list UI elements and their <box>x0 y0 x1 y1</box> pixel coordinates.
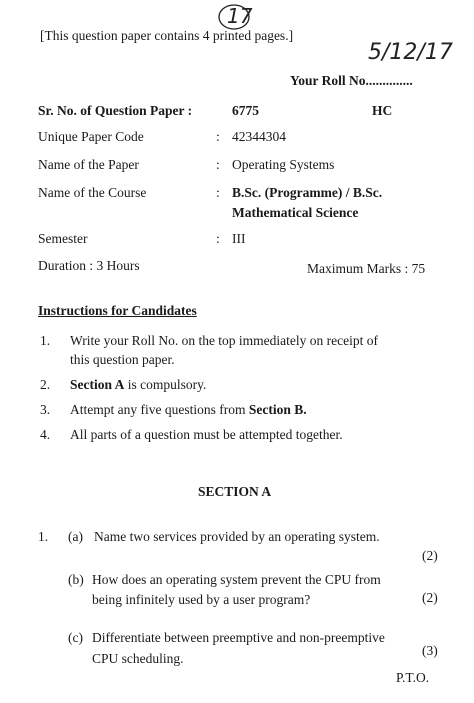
course-name-label: Name of the Course <box>38 185 147 200</box>
part-c-label: (c) <box>68 630 83 645</box>
instruction-4: All parts of a question must be attempted together. <box>70 427 343 442</box>
serial-number-code: HC <box>372 103 393 118</box>
course-name-value-line1: B.Sc. (Programme) / B.Sc. <box>232 185 383 200</box>
semester-separator: : <box>216 231 220 246</box>
paper-name-separator: : <box>216 157 220 172</box>
handwritten-circle <box>216 2 252 32</box>
instruction-3-bold: Section B. <box>248 402 307 417</box>
question-number: 1. <box>38 529 49 544</box>
part-c-marks: (3) <box>422 643 438 658</box>
instruction-2-bold: Section A <box>70 377 125 392</box>
instruction-2-rest: is compulsory. <box>124 377 207 392</box>
pages-note: [This question paper contains 4 printed pages.] <box>40 28 294 43</box>
page-turn-note: P.T.O. <box>396 670 430 685</box>
maximum-marks: Maximum Marks : 75 <box>307 261 426 276</box>
part-b-label: (b) <box>68 572 84 587</box>
duration: Duration : 3 Hours <box>38 258 140 273</box>
handwritten-date: 5/12/17 <box>368 40 453 65</box>
paper-code-separator: : <box>216 129 220 144</box>
part-b-text-line2: being infinitely used by a user program? <box>92 592 311 607</box>
instruction-number: 4. <box>40 427 51 442</box>
roll-number-label: Your Roll No.............. <box>290 73 413 88</box>
section-a-title: SECTION A <box>198 484 272 499</box>
course-name-separator: : <box>216 185 220 200</box>
paper-code-value: 42344304 <box>232 129 286 144</box>
part-b-text-line1: How does an operating system prevent the CPU from <box>92 572 381 587</box>
paper-name-value: Operating Systems <box>232 157 335 172</box>
instruction-number: 2. <box>40 377 51 392</box>
instruction-1-line2: this question paper. <box>70 352 175 367</box>
instruction-number: 3. <box>40 402 51 417</box>
instruction-1-line1: Write your Roll No. on the top immediately on receipt of <box>70 333 379 348</box>
part-a-text: Name two services provided by an operating system. <box>94 529 380 544</box>
course-name-value-line2: Mathematical Science <box>232 205 359 220</box>
instruction-3 <box>70 402 307 418</box>
instruction-number: 1. <box>40 333 51 348</box>
serial-number-value: 6775 <box>232 103 259 118</box>
part-a-label: (a) <box>68 529 83 544</box>
part-c-text-line2: CPU scheduling. <box>92 651 184 666</box>
part-b-marks: (2) <box>422 590 438 605</box>
semester-value: III <box>232 231 246 246</box>
paper-code-label: Unique Paper Code <box>38 129 144 144</box>
part-c-text-line1: Differentiate between preemptive and non-preemptive <box>92 630 385 645</box>
instruction-2 <box>70 377 206 393</box>
paper-name-label: Name of the Paper <box>38 157 139 172</box>
instruction-3-pre: Attempt any five questions from <box>70 402 249 417</box>
part-a-marks: (2) <box>422 548 438 563</box>
instructions-heading: Instructions for Candidates <box>38 303 197 318</box>
semester-label: Semester <box>38 231 88 246</box>
handwritten-number: 17 <box>227 4 253 28</box>
serial-number-label: Sr. No. of Question Paper : <box>38 103 193 118</box>
